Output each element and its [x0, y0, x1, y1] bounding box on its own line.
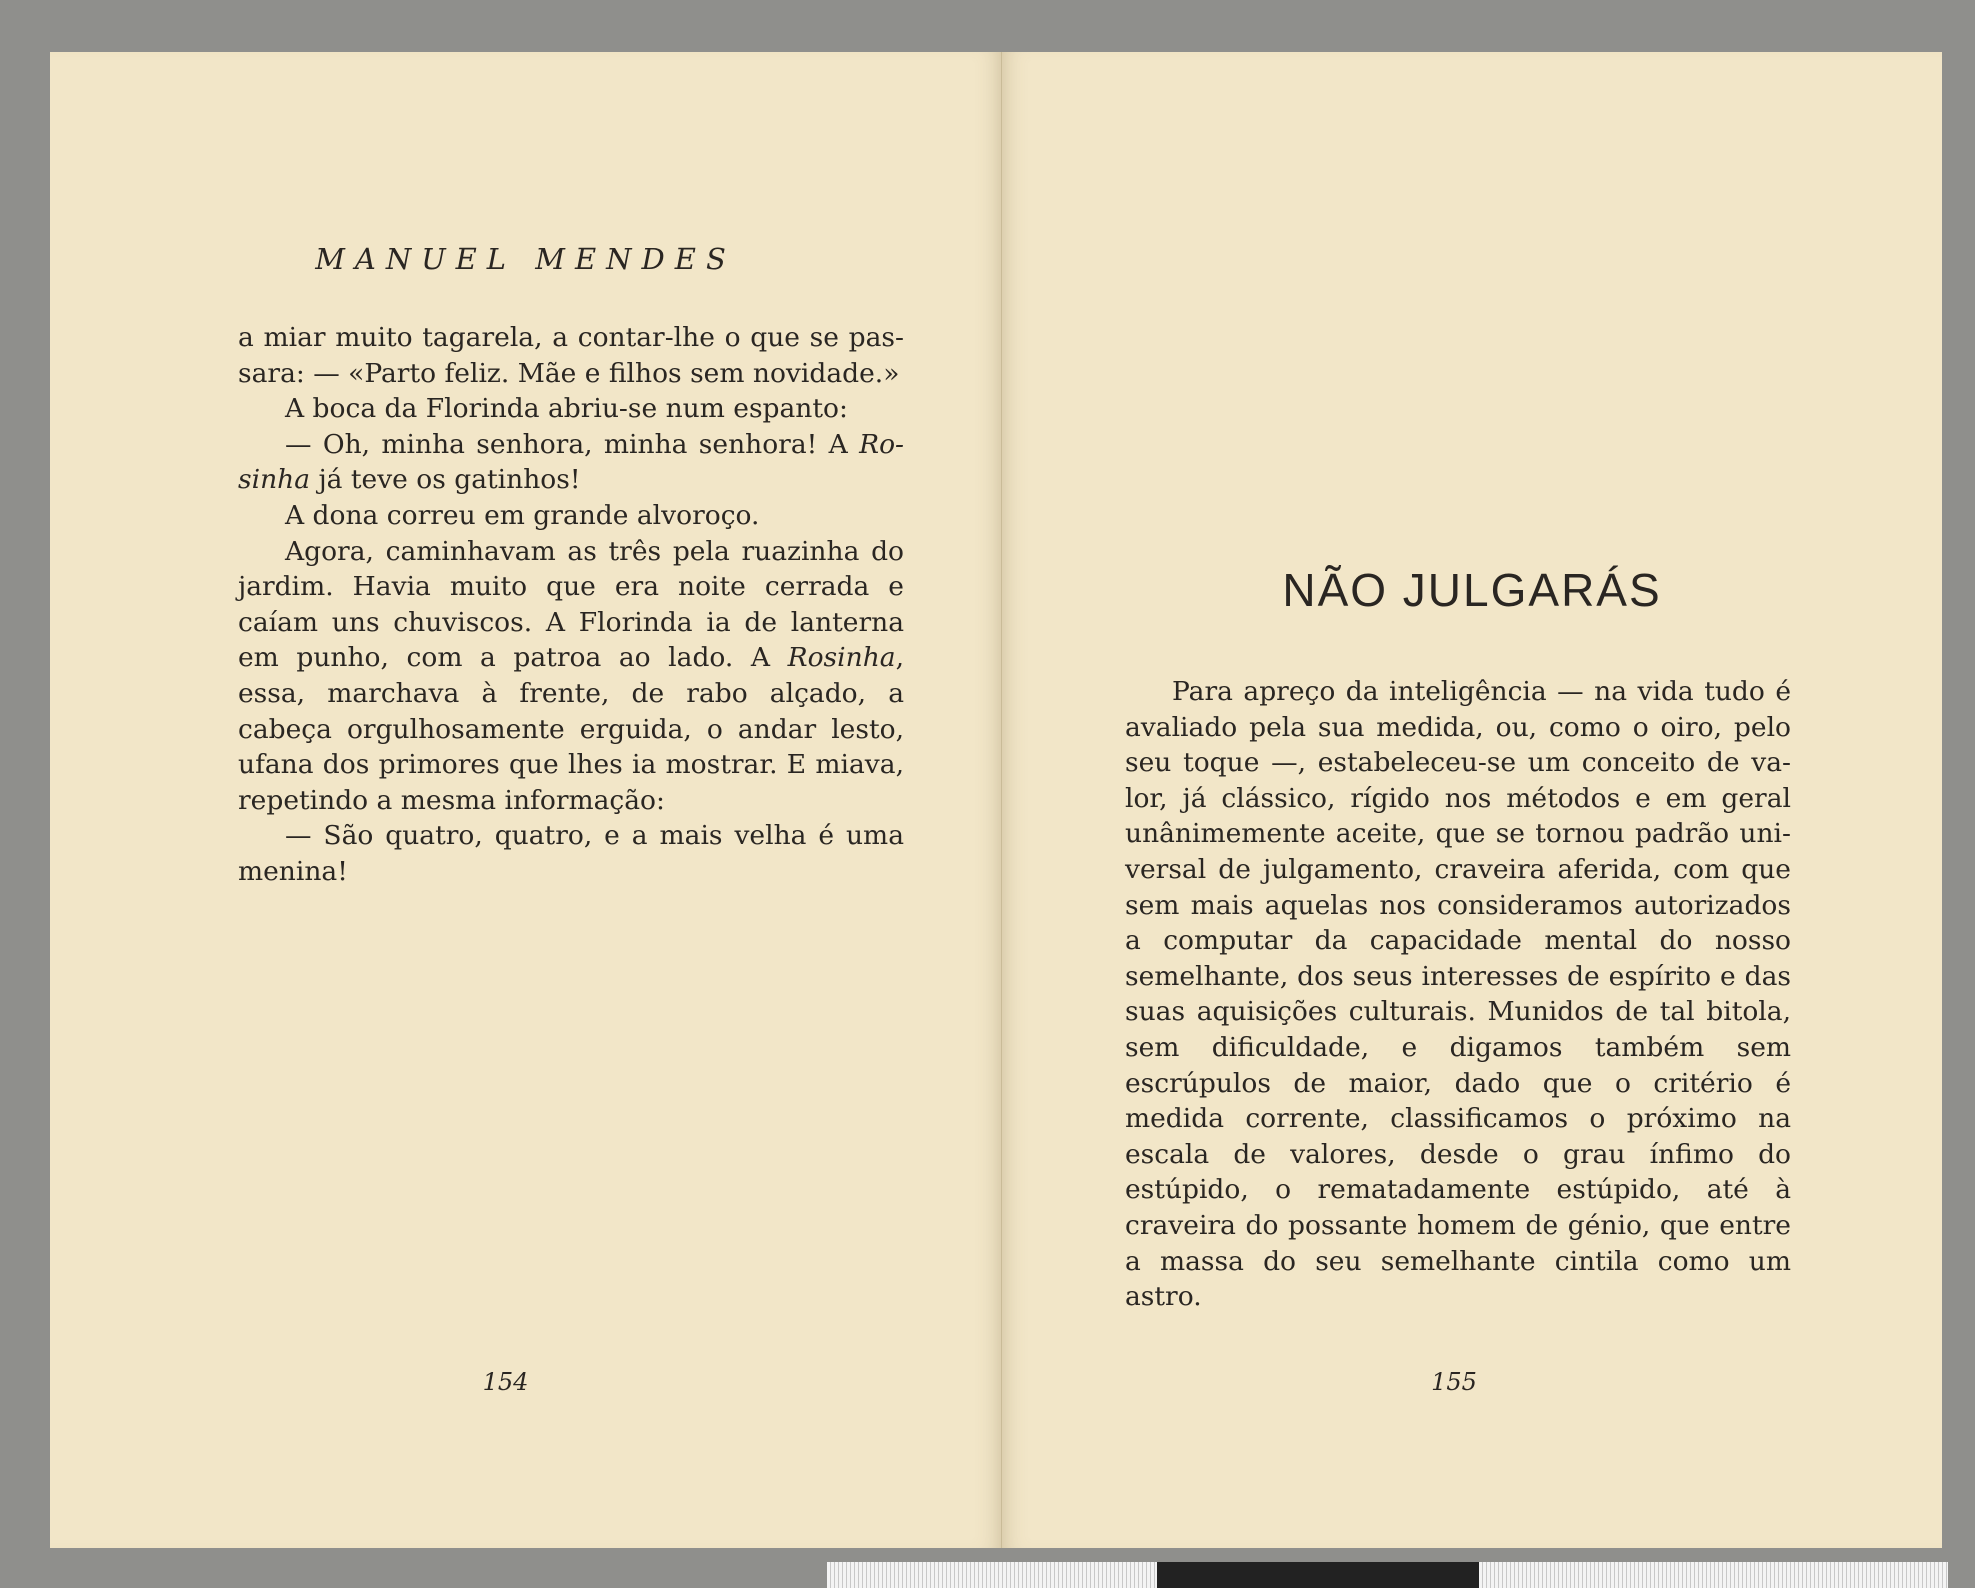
right-page-text [1125, 674, 1791, 1315]
paragraph: a miar muito tagarela, a contar-lhe o que se passara: — «Parto feliz. Mãe e filhos sem novidade.» [238, 322, 904, 389]
scale-ruler [827, 1562, 1948, 1588]
paragraph: A dona correu em grande alvoroço. [285, 499, 760, 531]
paragraph: Para apreço da inteligência — na vida tudo é avaliado pela sua medida, ou, como o oiro, pelo seu toque —, estabeleceu-se um conceito de valor, já clássico, rígido nos métodos e em geral unânimemente aceite, que se tornou padrão universal de julgamento, craveira aferida, com que sem mais aquelas nos consideramos autorizados a computar da capacidade mental do nosso semelhante, dos seus interesses de espírito e das suas aquisições culturais. Munidos de tal bitola, sem dificuldade, e digamos também sem escrúpulos de maior, dado que o critério é medida corrente, classificamos o próximo na escala de valores, desde o grau ínfimo do estúpido, o rematadamente estúpido, até à craveira do possante homem de génio, que entre a massa do seu semelhante cintila como um astro. [1125, 676, 1791, 1313]
paragraph: — Oh, minha senhora, minha senhora! A Ro-sinha já teve os gatinhos! [238, 428, 904, 496]
ruler-segment [1479, 1562, 1948, 1588]
ruler-segment [1157, 1562, 1479, 1588]
left-page [50, 52, 1002, 1548]
ruler-segment [827, 1562, 1157, 1588]
chapter-title: NÃO JULGARÁS [1282, 563, 1662, 616]
page-number-left: 154 [482, 1368, 529, 1396]
running-head: MANUEL MENDES [315, 242, 736, 276]
paragraph: — São quatro, quatro, e a mais velha é uma menina! [238, 820, 904, 887]
left-page-text [238, 320, 904, 890]
right-page [1002, 52, 1942, 1548]
page-number-right: 155 [1431, 1368, 1477, 1396]
paragraph: A boca da Florinda abriu-se num espanto: [285, 393, 848, 425]
paragraph: Agora, caminhavam as três pela ruazinha do jardim. Havia muito que era noite cerrada e caíam uns chuviscos. A Florinda ia de lanterna em punho, com a patroa ao lado. A Rosinha, essa, marchava à frente, de rabo alçado, a cabeça orgulhosamente erguida, o andar lesto, ufana dos primores que lhes ia mostrar. E miava, repetindo a mesma informação: [238, 535, 904, 816]
